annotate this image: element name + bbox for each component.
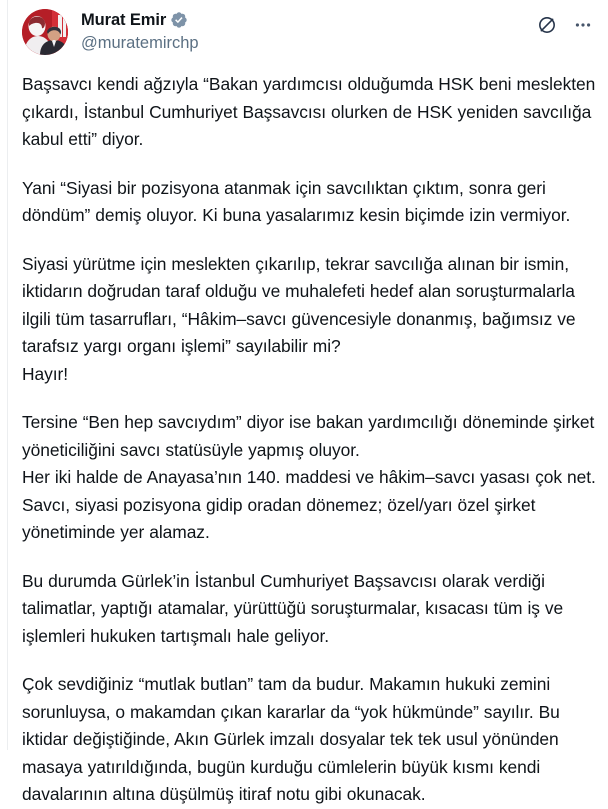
grok-icon[interactable] (536, 14, 558, 36)
left-edge-divider (7, 0, 8, 750)
post-body (0, 55, 608, 809)
author-name-row[interactable] (81, 10, 199, 30)
display-name[interactable]: Murat Emir (81, 11, 167, 29)
post-paragraph: Siyasi yürütme için meslekten çıkarılıp, tekrar savcılığa alınan bir ismin, iktidarın doğrudan taraf olduğu ve muhalefeti hedef alan soruşturmalarla ilgili tüm tasarrufları, “Hâkim–savcı güvencesiyle donanmış, bağımsız ve tarafsız yargı organı işlemi” sayılabilir mi? Hayır! (22, 253, 576, 384)
post-paragraph: Çok sevdiğiniz “mutlak butlan” tam da budur. Makamın hukuki zemini sorunluysa, o makamdan çıkan kararlar da “yok hükmünde” sayılır. Bu iktidar değiştiğinde, Akın Gürlek imzalı dosyalar tek tek usul yönünden masaya yatırıldığında, bugün kurduğu cümlelerin büyük kısmı kendi davalarının altına düşülmüş itiraf notu gibi okunacak. (22, 674, 560, 804)
verified-badge-icon (170, 11, 188, 29)
author-identity (81, 9, 199, 54)
post-paragraph: Yani “Siyasi bir pozisyona atanmak için savcılıktan çıktım, sonra geri döndüm” demiş oluyor. Ki buna yasalarımız kesin biçimde izin vermiyor. (22, 177, 571, 225)
post-paragraph: Tersine “Ben hep savcıydım” diyor ise bakan yardımcılığı döneminde şirket yöneticiliğini savcı statüsüyle yapmış oluyor. Her iki halde de Anayasa’nın 140. maddesi ve hâkim–savcı yasası çok net. Savcı, siyasi pozisyona gidip oradan dönemez; özel/yarı özel şirket yönetiminde yer alamaz. (22, 412, 596, 542)
avatar[interactable] (22, 9, 68, 55)
author-handle[interactable]: @muratemirchp (81, 34, 199, 52)
more-options-icon[interactable] (572, 14, 594, 36)
post-paragraph: Başsavcı kendi ağzıyla “Bakan yardımcısı olduğumda HSK beni meslekten çıkardı, İstanbul Cumhuriyet Başsavcısı olurken de HSK yeniden savcılığa kabul etti” diyor. (22, 74, 596, 149)
post-paragraph: Bu durumda Gürlek’in İstanbul Cumhuriyet Başsavcısı olarak verdiği talimatlar, yaptığı atamalar, yürüttüğü soruşturmalar, kısacası tüm iş ve işlemleri hukuken tartışmalı hale geliyor. (22, 570, 564, 646)
post-header-actions (536, 9, 596, 36)
post-header (0, 0, 608, 55)
